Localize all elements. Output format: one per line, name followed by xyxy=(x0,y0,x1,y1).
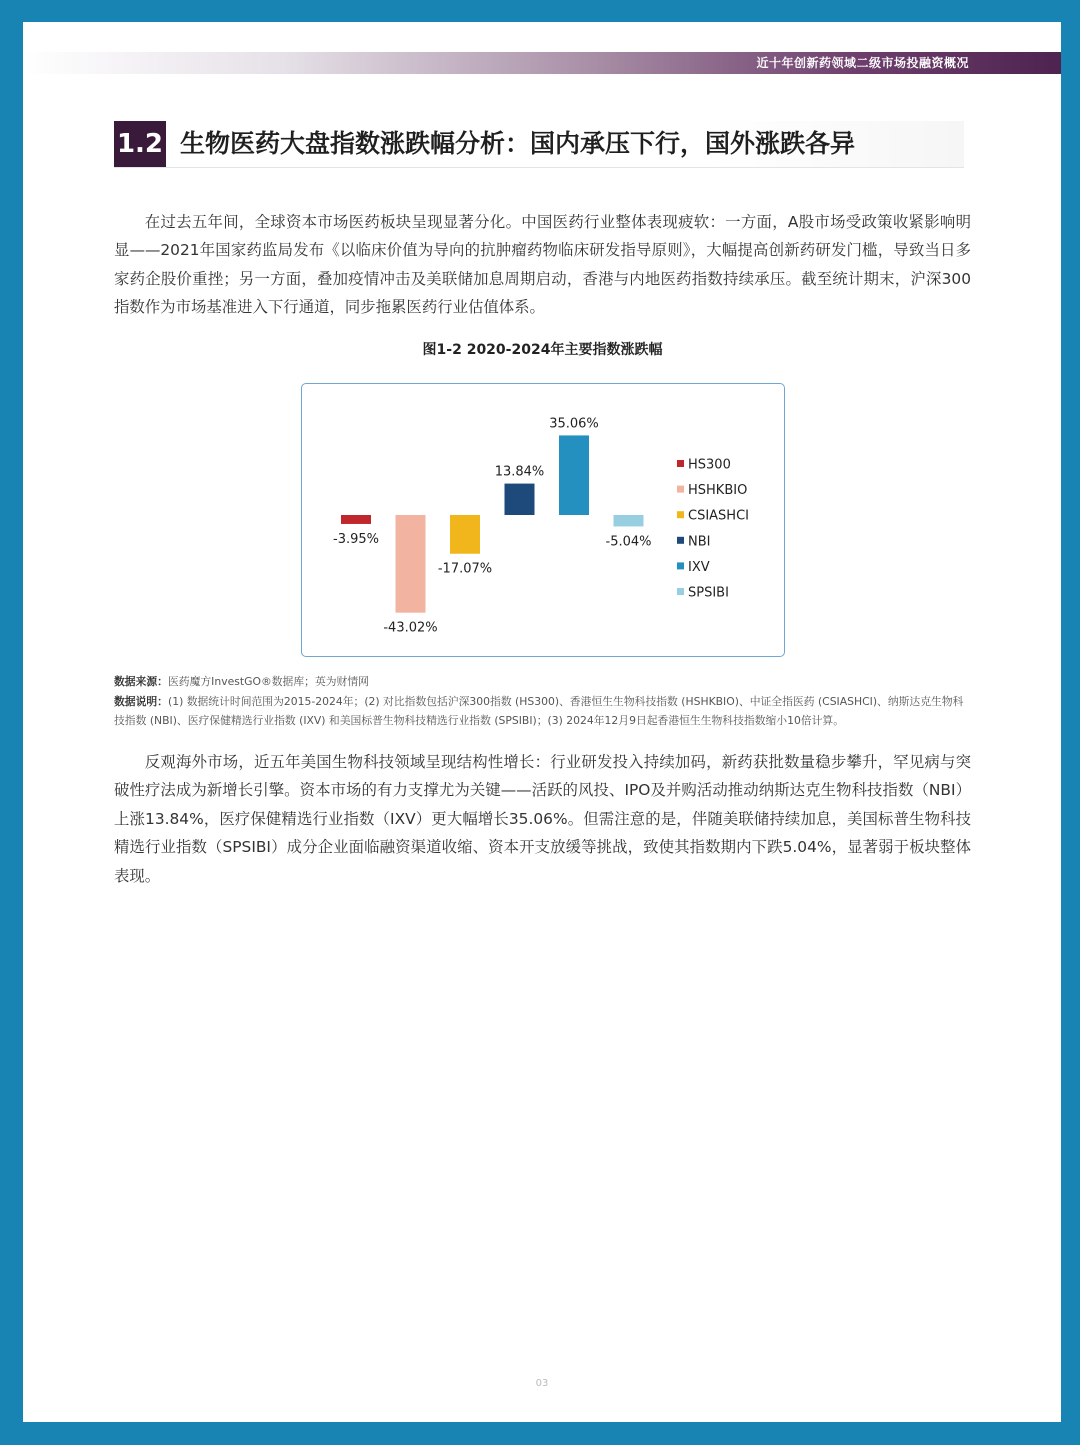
section-heading xyxy=(114,121,964,168)
data-label-csiashci: -17.07% xyxy=(437,561,493,577)
running-title: 近十年创新药领域二级市场投融资概况 xyxy=(756,56,969,70)
data-label-hshkbio: -43.02% xyxy=(383,620,438,636)
page-number: 03 xyxy=(535,1378,549,1389)
legend-label-csiashci: CSIASHCI xyxy=(688,508,749,524)
legend-swatch-spsibi xyxy=(677,588,684,595)
data-label-nbi: 13.84% xyxy=(494,464,545,480)
data-explain-line xyxy=(114,692,974,731)
legend-label-hshkbio: HSHKBIO xyxy=(688,483,748,499)
legend-label-hs300: HS300 xyxy=(688,457,731,473)
bar-spsibi xyxy=(614,515,644,526)
section-number: 1.2 xyxy=(114,121,166,167)
bar-csiashci xyxy=(450,515,480,554)
data-label-ixv: 35.06% xyxy=(549,416,599,432)
legend-swatch-nbi xyxy=(677,537,684,544)
legend-swatch-ixv xyxy=(677,562,684,569)
bar-hshkbio xyxy=(396,515,426,613)
figure-caption: 图1-2 2020-2024年主要指数涨跌幅 xyxy=(422,342,663,358)
legend-label-ixv: IXV xyxy=(688,559,710,575)
document-page xyxy=(23,22,1061,1422)
bar-hs300 xyxy=(341,515,371,524)
chart-canvas xyxy=(302,384,784,656)
legend-label-spsibi: SPSIBI xyxy=(688,585,729,601)
legend-swatch-csiashci xyxy=(677,511,684,518)
data-source-line xyxy=(114,672,974,692)
paragraph-overseas: 反观海外市场，近五年美国生物科技领域呈现结构性增长：行业研发投入持续加码，新药获批数量稳步攀升，罕见病与突破性疗法成为新增长引擎。资本市场的有力支撑尤为关键——活跃的风投、IPO及并购活动推动纳斯达克生物科技指数（NBI）上涨13.84%，医疗保健精选行业指数（IXV）更大幅增长35.06%。但需注意的是，伴随美联储持续加息，美国标普生物科技精选行业指数（SPSIBI）成分企业面临融资渠道收缩、资本开支放缓等挑战，致使其指数期内下跌5.04%，显著弱于板块整体表现。 xyxy=(114,753,971,885)
section-title: 生物医药大盘指数涨跌幅分析：国内承压下行，国外涨跌各异 xyxy=(180,129,856,158)
bar-chart xyxy=(301,383,785,657)
bar-ixv xyxy=(559,435,589,515)
legend-label-nbi: NBI xyxy=(688,534,711,550)
data-notes xyxy=(114,672,974,731)
data-label-spsibi: -5.04% xyxy=(605,534,652,550)
data-label-hs300: -3.95% xyxy=(333,531,379,547)
data-explain-text: (1) 数据统计时间范围为2015-2024年；(2) 对比指数包括沪深300指数 (HS300)、香港恒生生物科技指数 (HSHKBIO)、中证全指医药 (CSIASHCI)、纳斯达克生物科技指数 (NBI)、医疗保健精选行业指数 (IXV) 和美国标普生物科技精选行业指数 (SPSIBI)；(3) 2024年12月9日起香港恒生生物科技指数缩小10倍计算。 xyxy=(114,694,964,727)
legend-swatch-hs300 xyxy=(677,460,684,467)
paragraph-intro: 在过去五年间，全球资本市场医药板块呈现显著分化。中国医药行业整体表现疲软：一方面，A股市场受政策收紧影响明显——2021年国家药监局发布《以临床价值为导向的抗肿瘤药物临床研发指导原则》，大幅提高创新药研发门槛，导致当日多家药企股价重挫；另一方面，叠加疫情冲击及美联储加息周期启动，香港与内地医药指数持续承压。截至统计期末，沪深300指数作为市场基准进入下行通道，同步拖累医药行业估值体系。 xyxy=(114,213,971,317)
data-source-text: 医药魔方InvestGO®数据库；英为财情网 xyxy=(167,675,369,688)
data-explain-label: 数据说明： xyxy=(114,694,168,708)
legend-swatch-hshkbio xyxy=(677,486,684,493)
data-source-label: 数据来源： xyxy=(114,675,168,688)
bar-nbi xyxy=(505,484,535,515)
